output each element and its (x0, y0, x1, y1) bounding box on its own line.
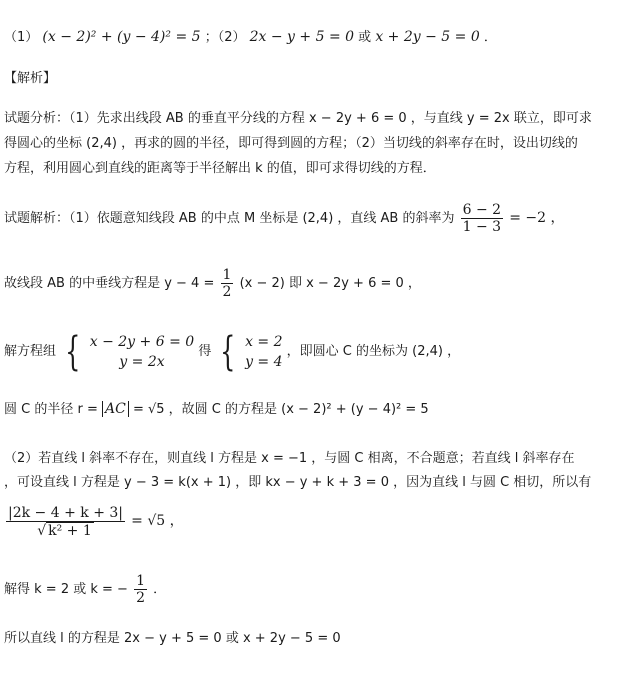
part1-label: （1） (4, 30, 39, 45)
part2-line-2: ，可设直线 l 方程是 y − 3 = k(x + 1) ，即 kx − y + k + 3 = 0 ，因为直线 l 与圆 C 相切，所以有 (4, 475, 592, 490)
part2-label: ；（2） (204, 30, 246, 45)
segment-length: AC (102, 401, 129, 417)
final-answer: 所以直线 l 的方程是 2x − y + 5 = 0 或 x + 2y − 5 = 0 (4, 631, 341, 646)
tangent-equation-1: 2x − y + 5 = 0 (249, 29, 355, 45)
analysis-heading: 【解析】 (4, 71, 57, 86)
analysis-line-2: 得圆心的坐标 (2,4) ，再求的圆的半径，即可得到圆的方程；（2）当切线的斜率存在时，设出切线的 (4, 136, 578, 151)
solution-step-3: 解方程组 { x − 2y + 6 = 0 y = 2x 得 { x = 2 y = 4 ，即圆心 C 的坐标为 (2,4) ， (4, 328, 461, 375)
circle-equation: (x − 2)² + (y − 4)² = 5 (42, 29, 201, 45)
solution-step-2: 故线段 AB 的中垂线方程是 y − 4 = $\frac{1}{2}$ (x − 2) 即 x − 2y + 6 = 0 ， (4, 267, 421, 300)
left-brace: { (65, 328, 81, 375)
analysis-line-1: 试题分析：（1）先求出线段 AB 的垂直平分线的方程 x − 2y + 6 = 0 ，与直线 y = 2x 联立，即可求 (4, 111, 592, 126)
slope-fraction: $\frac{6 - 2}{1 - 3}$ (462, 202, 502, 235)
left-brace: { (220, 328, 236, 375)
distance-fraction: $\frac{|2k - 4 + k + 3|}{\text{√ k² + 1}}$ (8, 504, 124, 539)
solution-step-4: 圆 C 的半径 r = AC = √5 ，故圆 C 的方程是 (x − 2)² + (y − 4)² = 5 (4, 401, 429, 417)
k-solution: 解得 k = 2 或 k = − $\frac{1}{2}$ ． (4, 573, 167, 606)
analysis-line-3: 方程，利用圆心到直线的距离等于半径解出 k 的值，即可求得切线的方程． (4, 161, 436, 176)
solution-system: x = 2 y = 4 (245, 333, 283, 370)
or-word: 或 (358, 30, 372, 45)
solution-step-1: 试题解析：（1）依题意知线段 AB 的中点 M 坐标是 (2,4) ，直线 AB 的斜率为 $\frac{6 - 2}{1 - 3}$ = −2 ， (4, 202, 565, 235)
equation-system: x − 2y + 6 = 0 y = 2x (89, 333, 195, 370)
tangent-equation-2: x + 2y − 5 = 0 (375, 29, 480, 45)
negative-half-fraction: $\frac{1}{2}$ (136, 573, 145, 606)
distance-equation: $\frac{|2k - 4 + k + 3|}{\text{√ k² + 1}}$ = √5 ， (8, 504, 184, 539)
answer-line: （1） (x − 2)² + (y − 4)² = 5 ；（2） 2x − y + 5 = 0 或 x + 2y − 5 = 0 ． (4, 29, 497, 45)
part2-line-1: （2）若直线 l 斜率不存在，则直线 l 方程是 x = −1 ，与圆 C 相离，不合题意；若直线 l 斜率存在 (4, 451, 575, 466)
half-fraction: $\frac{1}{2}$ (222, 267, 232, 300)
